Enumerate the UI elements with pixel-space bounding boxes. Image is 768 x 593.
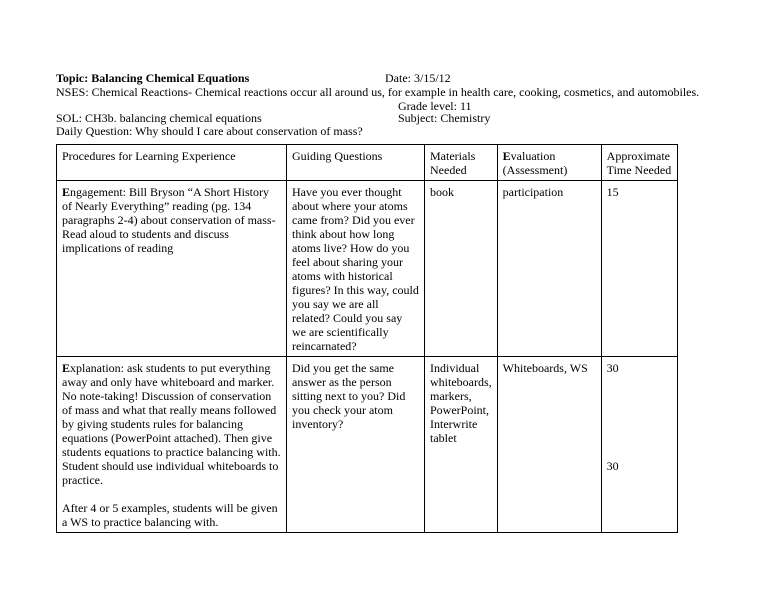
- table-header-row: [57, 145, 678, 181]
- subject-text: Subject: Chemistry: [398, 111, 491, 125]
- lesson-plan-table: [56, 144, 678, 533]
- header-evaluation: Evaluation (Assessment): [497, 145, 601, 181]
- explanation-time: 30 30: [601, 357, 677, 533]
- header-procedures: Procedures for Learning Experience: [57, 145, 287, 181]
- engagement-guiding: Have you ever thought about where your atoms came from? Did you ever think about how long atoms live? How do you feel about sharing your atoms with historical figures? In this way, could you say we are all related? Could you say we are scientifically reincarnated?: [287, 181, 425, 357]
- grade-level-text: Grade level: 11: [398, 99, 472, 113]
- explanation-guiding: Did you get the same answer as the person sitting next to you? Did you check your atom inventory?: [287, 357, 425, 533]
- date-text: Date: 3/15/12: [385, 71, 451, 85]
- explanation-materials: Individual whiteboards, markers, PowerPoint, Interwrite tablet: [425, 357, 498, 533]
- engagement-procedure: Engagement: Bill Bryson “A Short History of Nearly Everything” reading (pg. 134 paragraphs 2-4) about conservation of mass- Read aloud to students and discuss implications of reading: [57, 181, 287, 357]
- daily-question-text: Daily Question: Why should I care about conservation of mass?: [56, 124, 363, 138]
- topic-title: Balancing Chemical Equations: [91, 71, 250, 85]
- header-time: Approximate Time Needed: [601, 145, 677, 181]
- explanation-extra: After 4 or 5 examples, students will be given a WS to practice balancing with.: [62, 501, 278, 529]
- header-materials: Materials Needed: [425, 145, 498, 181]
- explanation-evaluation: Whiteboards, WS: [497, 357, 601, 533]
- engagement-evaluation: participation: [497, 181, 601, 357]
- explanation-procedure: Explanation: ask students to put everything away and only have whiteboard and marker. No note-taking! Discussion of conservation of mass and what that really means followed by giving students rules for balancing equations (PowerPoint attached). Then give students equations to practice balancing with. Student should use individual whiteboards to practice. After 4 or 5 examples, students will be given a WS to practice balancing with.: [57, 357, 287, 533]
- header-guiding-questions: Guiding Questions: [287, 145, 425, 181]
- explanation-time-extra: 30: [606, 459, 619, 473]
- sol-text: SOL: CH3b. balancing chemical equations: [56, 111, 262, 125]
- table-row: [57, 181, 678, 357]
- nses-text: NSES: Chemical Reactions- Chemical reactions occur all around us, for example in health care, cooking, cosmetics, and automobiles.: [56, 85, 700, 99]
- topic-line: [56, 71, 249, 85]
- table-row: [57, 357, 678, 533]
- engagement-materials: book: [425, 181, 498, 357]
- engagement-time: 15: [601, 181, 677, 357]
- topic-label: Topic: Balancing Chemical Equations: [56, 71, 250, 85]
